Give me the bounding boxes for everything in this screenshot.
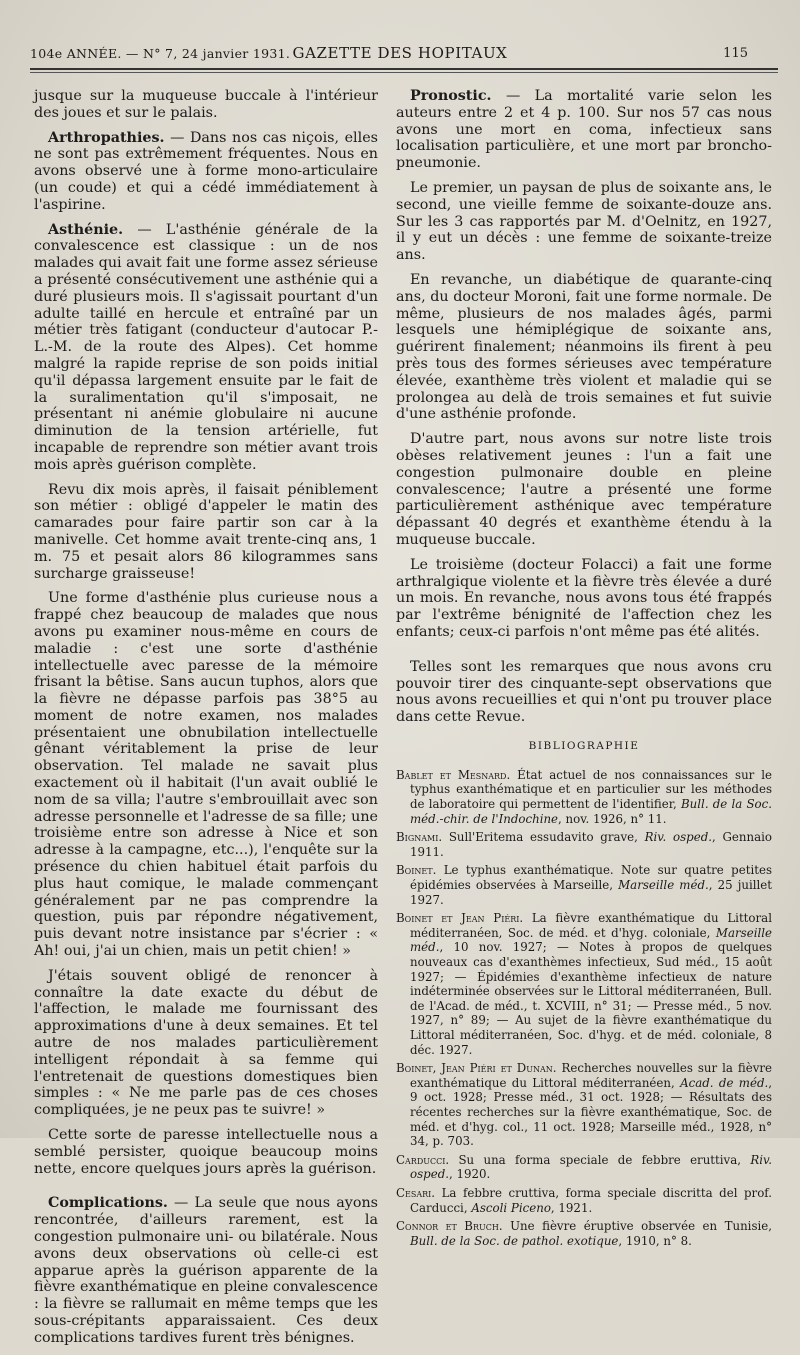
- running-header: [30, 44, 770, 66]
- paragraph: jusque sur la muqueuse buccale à l'intérieur des joues et sur le palais.: [34, 88, 378, 121]
- section-heading: Pronostic.: [410, 88, 492, 104]
- reference-item: [396, 768, 772, 826]
- reference-author: Bablet et Mesnard.: [396, 767, 511, 782]
- reference-journal: Bull. de la Soc. de pathol. exotique: [410, 1233, 619, 1248]
- reference-text: La fièvre exanthématique du Littoral méditerranéen, Soc. de méd. et d'hyg. coloniale,: [410, 911, 772, 940]
- bibliography-list: [396, 768, 772, 1248]
- reference-text: Le typhus exanthématique. Note sur quatre petites épidémies observées à Marseille,: [410, 863, 772, 893]
- left-column: [34, 88, 378, 1355]
- reference-author: Carducci.: [396, 1152, 450, 1167]
- reference-tail: , 1910, n° 8.: [618, 1233, 692, 1248]
- reference-item: [396, 911, 772, 1057]
- reference-author: Connor et Bruch.: [396, 1219, 503, 1234]
- reference-author: Boinet et Jean Piéri.: [396, 911, 524, 926]
- reference-item: [396, 1061, 772, 1149]
- paragraph: Telles sont les remarques que nous avons cru pouvoir tirer des cinquante-sept observations que nous avons recueillies et qui n'ont pu trouver place dans cette Revue.: [396, 658, 772, 726]
- section-heading: Complications.: [48, 1195, 168, 1212]
- reference-journal: Bull. de la Soc. méd.-chir. de l'Indochine: [410, 797, 772, 826]
- reference-tail: , nov. 1926, n° 11.: [558, 811, 667, 826]
- reference-journal: Riv. osped.: [410, 1152, 772, 1182]
- paragraph: D'autre part, nous avons sur notre liste trois obèses relativement jeunes : l'un a fait une congestion pulmonaire double en pleine convalescence; l'autre a présenté une forme particulièrement asthénique avec température dépassant 40 degrés et exanthème étendu à la muqueuse buccale.: [396, 431, 772, 548]
- section-heading: Asthénie.: [48, 221, 124, 238]
- paragraph-complications: [34, 1195, 378, 1346]
- paragraph-arthropathies: [34, 130, 378, 214]
- paragraph-text: — La seule que nous ayons rencontrée, d'ailleurs rarement, est la congestion pulmonaire uni- ou bilatérale. Nous avons deux observations où celle-ci est apparue après la guérison apparente de la fièvre exanthématique en pleine convalescence : la fièvre se rallumait en même temps que les sous-crépitants apparaissaient. Ces deux complications tardives furent très bénignes.: [34, 1195, 378, 1346]
- issue-info: 104e ANNÉE. — N° 7, 24 janvier 1931.: [30, 46, 291, 61]
- reference-item: [396, 830, 772, 859]
- reference-journal: Marseille méd.: [618, 878, 709, 893]
- bibliography-title: BIBLIOGRAPHIE: [528, 739, 640, 752]
- journal-title: GAZETTE DES HOPITAUX: [292, 44, 508, 62]
- reference-text: Su una forma speciale de febbre eruttiva,: [449, 1152, 751, 1167]
- header-rule: [30, 68, 778, 73]
- paragraph-text: — Dans nos cas niçois, elles ne sont pas extrêmement fréquentes. Nous en avons observé une à forme mono-articulaire (un coude) et qui a cédé immédiatement à l'aspirine.: [34, 129, 378, 213]
- paragraph: En revanche, un diabétique de quarante-cinq ans, du docteur Moroni, fait une forme normale. De même, plusieurs de nos malades âgés, parmi lesquels une hémiplégique de soixante ans, guérirent finalement; néanmoins ils firent à peu près tous des formes sérieuses avec température élevée, exanthème très violent et maladie qui se prolongea au delà de trois semaines et fut suivie d'une asthénie profonde.: [396, 271, 772, 423]
- paragraph: Le premier, un paysan de plus de soixante ans, le second, une vieille femme de soixante-douze ans. Sur les 3 cas rapportés par M. d'Oelnitz, en 1927, il y eut un décès : une femme de soixante-treize ans.: [396, 179, 772, 264]
- reference-tail: , Gennaio 1911.: [410, 830, 772, 859]
- reference-journal: Riv. osped.: [644, 830, 713, 845]
- reference-author: Cesari.: [396, 1185, 436, 1200]
- paragraph-text: — La mortalité varie selon les auteurs entre 2 et 4 p. 100. Sur nos 57 cas nous avons une mort en coma, infectieux sans localisation particulière, et une mort par broncho-pneumonie.: [396, 88, 772, 172]
- paragraph-text: — L'asthénie générale de la convalescence est classique : un de nos malades qui avait fait une forme assez sérieuse a présenté consécutivement une asthénie qui a duré plusieurs mois. Il s'agissait pourtant d'un adulte taillé en hercule et entraîné par un métier très fatigant (conducteur d'autocar P.-L.-M. de la route des Alpes). Cet homme malgré la rapide reprise de son poids initial qu'il dépassa largement ensuite par le fait de la suralimentation qu'il s'imposait, ne présentant ni anémie globulaire ni aucune diminution de la tension artérielle, fut incapable de reprendre son métier avant trois mois après guérison complète.: [34, 221, 378, 473]
- section-heading: Arthropathies.: [48, 129, 165, 146]
- reference-text: Recherches nouvelles sur la fièvre exanthématique du Littoral méditerranéen,: [410, 1061, 773, 1090]
- reference-tail: , 1920.: [449, 1167, 491, 1182]
- reference-tail: , 25 juillet 1927.: [410, 878, 772, 907]
- paragraph: J'étais souvent obligé de renoncer à connaître la date exacte du début de l'affection, le malade me fournissant des approximations d'une à deux semaines. Et tel autre de nos malades particulièrement intelligent répondait à sa femme qui l'entretenait de questions domestiques bien simples : « Ne me parle pas de ces choses compliquées, je ne peux pas te suivre! »: [34, 967, 378, 1119]
- paragraph: Une forme d'asthénie plus curieuse nous a frappé chez beaucoup de malades que nous avons pu examiner nous-même en cours de maladie : c'est une sorte d'asthénie intellectuelle avec paresse de la mémoire frisant la bêtise. Sans aucun tuphos, alors que la fièvre ne dépasse parfois pas 38°5 au moment de notre examen, nos malades présentaient une obnubilation intellectuelle gênant véritablement la prise de leur observation. Tel malade ne savait plus exactement où il habitait (l'un avait oublié le nom de sa villa; l'autre s'embrouillait avec son adresse personnelle et l'adresse de sa fille; une troisième entre son adresse à Nice et son adresse à la campagne, etc...), l'enquête sur la présence du chien habituel était parfois du plus haut comique, le malade commençant généralement par ne pas comprendre la question, puis par répondre négativement, puis devant notre insistance par s'écrier : « Ah! oui, j'ai un chien, mais un petit chien! »: [34, 590, 378, 960]
- reference-journal: Marseille méd.: [410, 925, 772, 955]
- reference-tail: , 1921.: [550, 1200, 593, 1215]
- right-column: [396, 88, 772, 1252]
- reference-author: Boinet, Jean Piéri et Dunan.: [396, 1061, 557, 1076]
- reference-text: Sull'Eritema essudavito grave,: [442, 830, 645, 845]
- page-number: 115: [723, 46, 748, 61]
- paragraph-asthenie: [34, 222, 378, 474]
- paragraph: Revu dix mois après, il faisait péniblement son métier : obligé d'appeler le matin des camarades pour faire partir son car à la manivelle. Cet homme avait trente-cinq ans, 1 m. 75 et pesait alors 86 kilogrammes sans surcharge graisseuse!: [34, 481, 378, 582]
- reference-journal: Ascoli Piceno: [471, 1200, 551, 1215]
- paragraph-pronostic: [396, 88, 772, 172]
- reference-item: [396, 1153, 772, 1182]
- reference-author: Boinet.: [396, 863, 437, 878]
- reference-item: [396, 1219, 772, 1248]
- reference-item: [396, 1186, 772, 1215]
- reference-author: Bignami.: [396, 830, 443, 845]
- reference-text: État actuel de nos connaissances sur le typhus exanthématique et en particulier sur les méthodes de laboratoire qui permettent de l'identifier,: [410, 767, 772, 812]
- reference-journal: Acad. de méd.: [680, 1075, 769, 1090]
- reference-text: La febbre cruttiva, forma speciale discritta del prof. Carducci,: [410, 1185, 772, 1215]
- paragraph: Cette sorte de paresse intellectuelle nous a semblé persister, quoique beaucoup moins nette, encore quelques jours après la guérison.: [34, 1127, 378, 1177]
- paragraph: Le troisième (docteur Folacci) a fait une forme arthralgique violente et la fièvre très élevée a duré un mois. En revanche, nous avons tous été frappés par l'extrême bénignité de l'affection chez les enfants; ceux-ci parfois n'ont même pas été alités.: [396, 556, 772, 640]
- reference-text: Une fièvre éruptive observée en Tunisie,: [502, 1219, 773, 1234]
- reference-item: [396, 863, 772, 907]
- reference-tail: , 9 oct. 1928; Presse méd., 31 oct. 1928; — Résultats des récentes recherches sur la fièvre exanthématique, Soc. de méd. et d'hyg. col., 11 oct. 1928; Marseille méd., 1928, n° 34, p. 703.: [410, 1075, 772, 1149]
- reference-tail: , 10 nov. 1927; — Notes à propos de quelques nouveaux cas d'exanthèmes infectieux, Sud méd., 15 août 1927; — Épidémies d'exanthème infectieux de nature indéterminée observées sur le Littoral méditerranéen, Bull. de l'Acad. de méd., t. XCVIII, n° 31; — Presse méd., 5 nov. 1927, n° 89; — Au sujet de la fièvre exanthématique du Littoral méditerranéen, Soc. d'hyg. et de méd. coloniale, 8 déc. 1927.: [410, 940, 772, 1057]
